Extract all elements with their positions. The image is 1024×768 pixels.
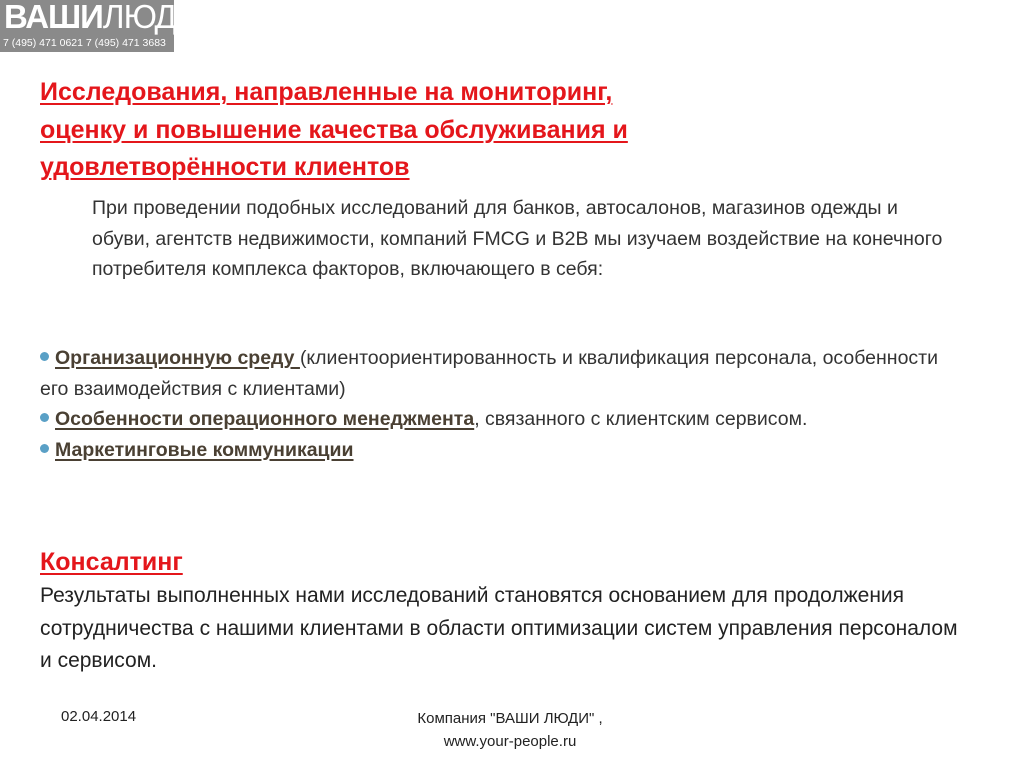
logo-brand-bold: ВАШИ [4,0,103,35]
bullet-dot-icon [40,352,49,361]
footer-date: 02.04.2014 [61,708,137,725]
company-logo [0,0,199,52]
factors-list [40,343,970,465]
bullet-dot-icon [40,444,49,453]
bullet-text: , связанного с клиентским сервисом. [474,408,808,430]
bullet-title: Организационную среду [55,347,300,369]
intro-paragraph: При проведении подобных исследований для банков, автосалонов, магазинов одежды и обуви, агентств недвижимости, компаний FMCG и B2B мы изучаем воздействие на конечного потребителя комплекса факторов, включающего в себя: [92,197,943,280]
main-heading [40,74,940,187]
bullet-dot-icon [40,413,49,422]
consulting-paragraph: Результаты выполненных нами исследований становятся основанием для продолжения сотрудничества с нашими клиентами в области оптимизации систем управления персоналом и сервисом. [40,584,958,672]
main-heading-line-2: оценку и повышение качества обслуживания и [40,115,628,144]
bullet-title: Маркетинговые коммуникации [55,438,354,461]
list-item [40,435,970,466]
logo-brand-light: ЛЮДИ [102,0,199,35]
logo-brand [4,0,199,35]
bullet-title: Особенности операционного менеджмента [55,408,475,430]
main-heading-line-3: удовлетворённости клиентов [40,153,410,181]
logo-phones: 7 (495) 471 0621 7 (495) 471 3683 [3,37,166,49]
bullet-text: (клиентоориентированность и квалификация персонала, особенности его взаимодействия с клиентами) [40,347,938,400]
consulting-heading: Консалтинг [40,548,183,576]
footer-company-name: Компания "ВАШИ ЛЮДИ" , [417,710,603,727]
footer-website: www.your-people.ru [443,733,577,750]
footer-company [360,707,660,753]
main-heading-line-1: Исследования, направленные на мониторинг, [40,78,613,106]
list-item [40,343,970,404]
list-item [40,404,970,435]
